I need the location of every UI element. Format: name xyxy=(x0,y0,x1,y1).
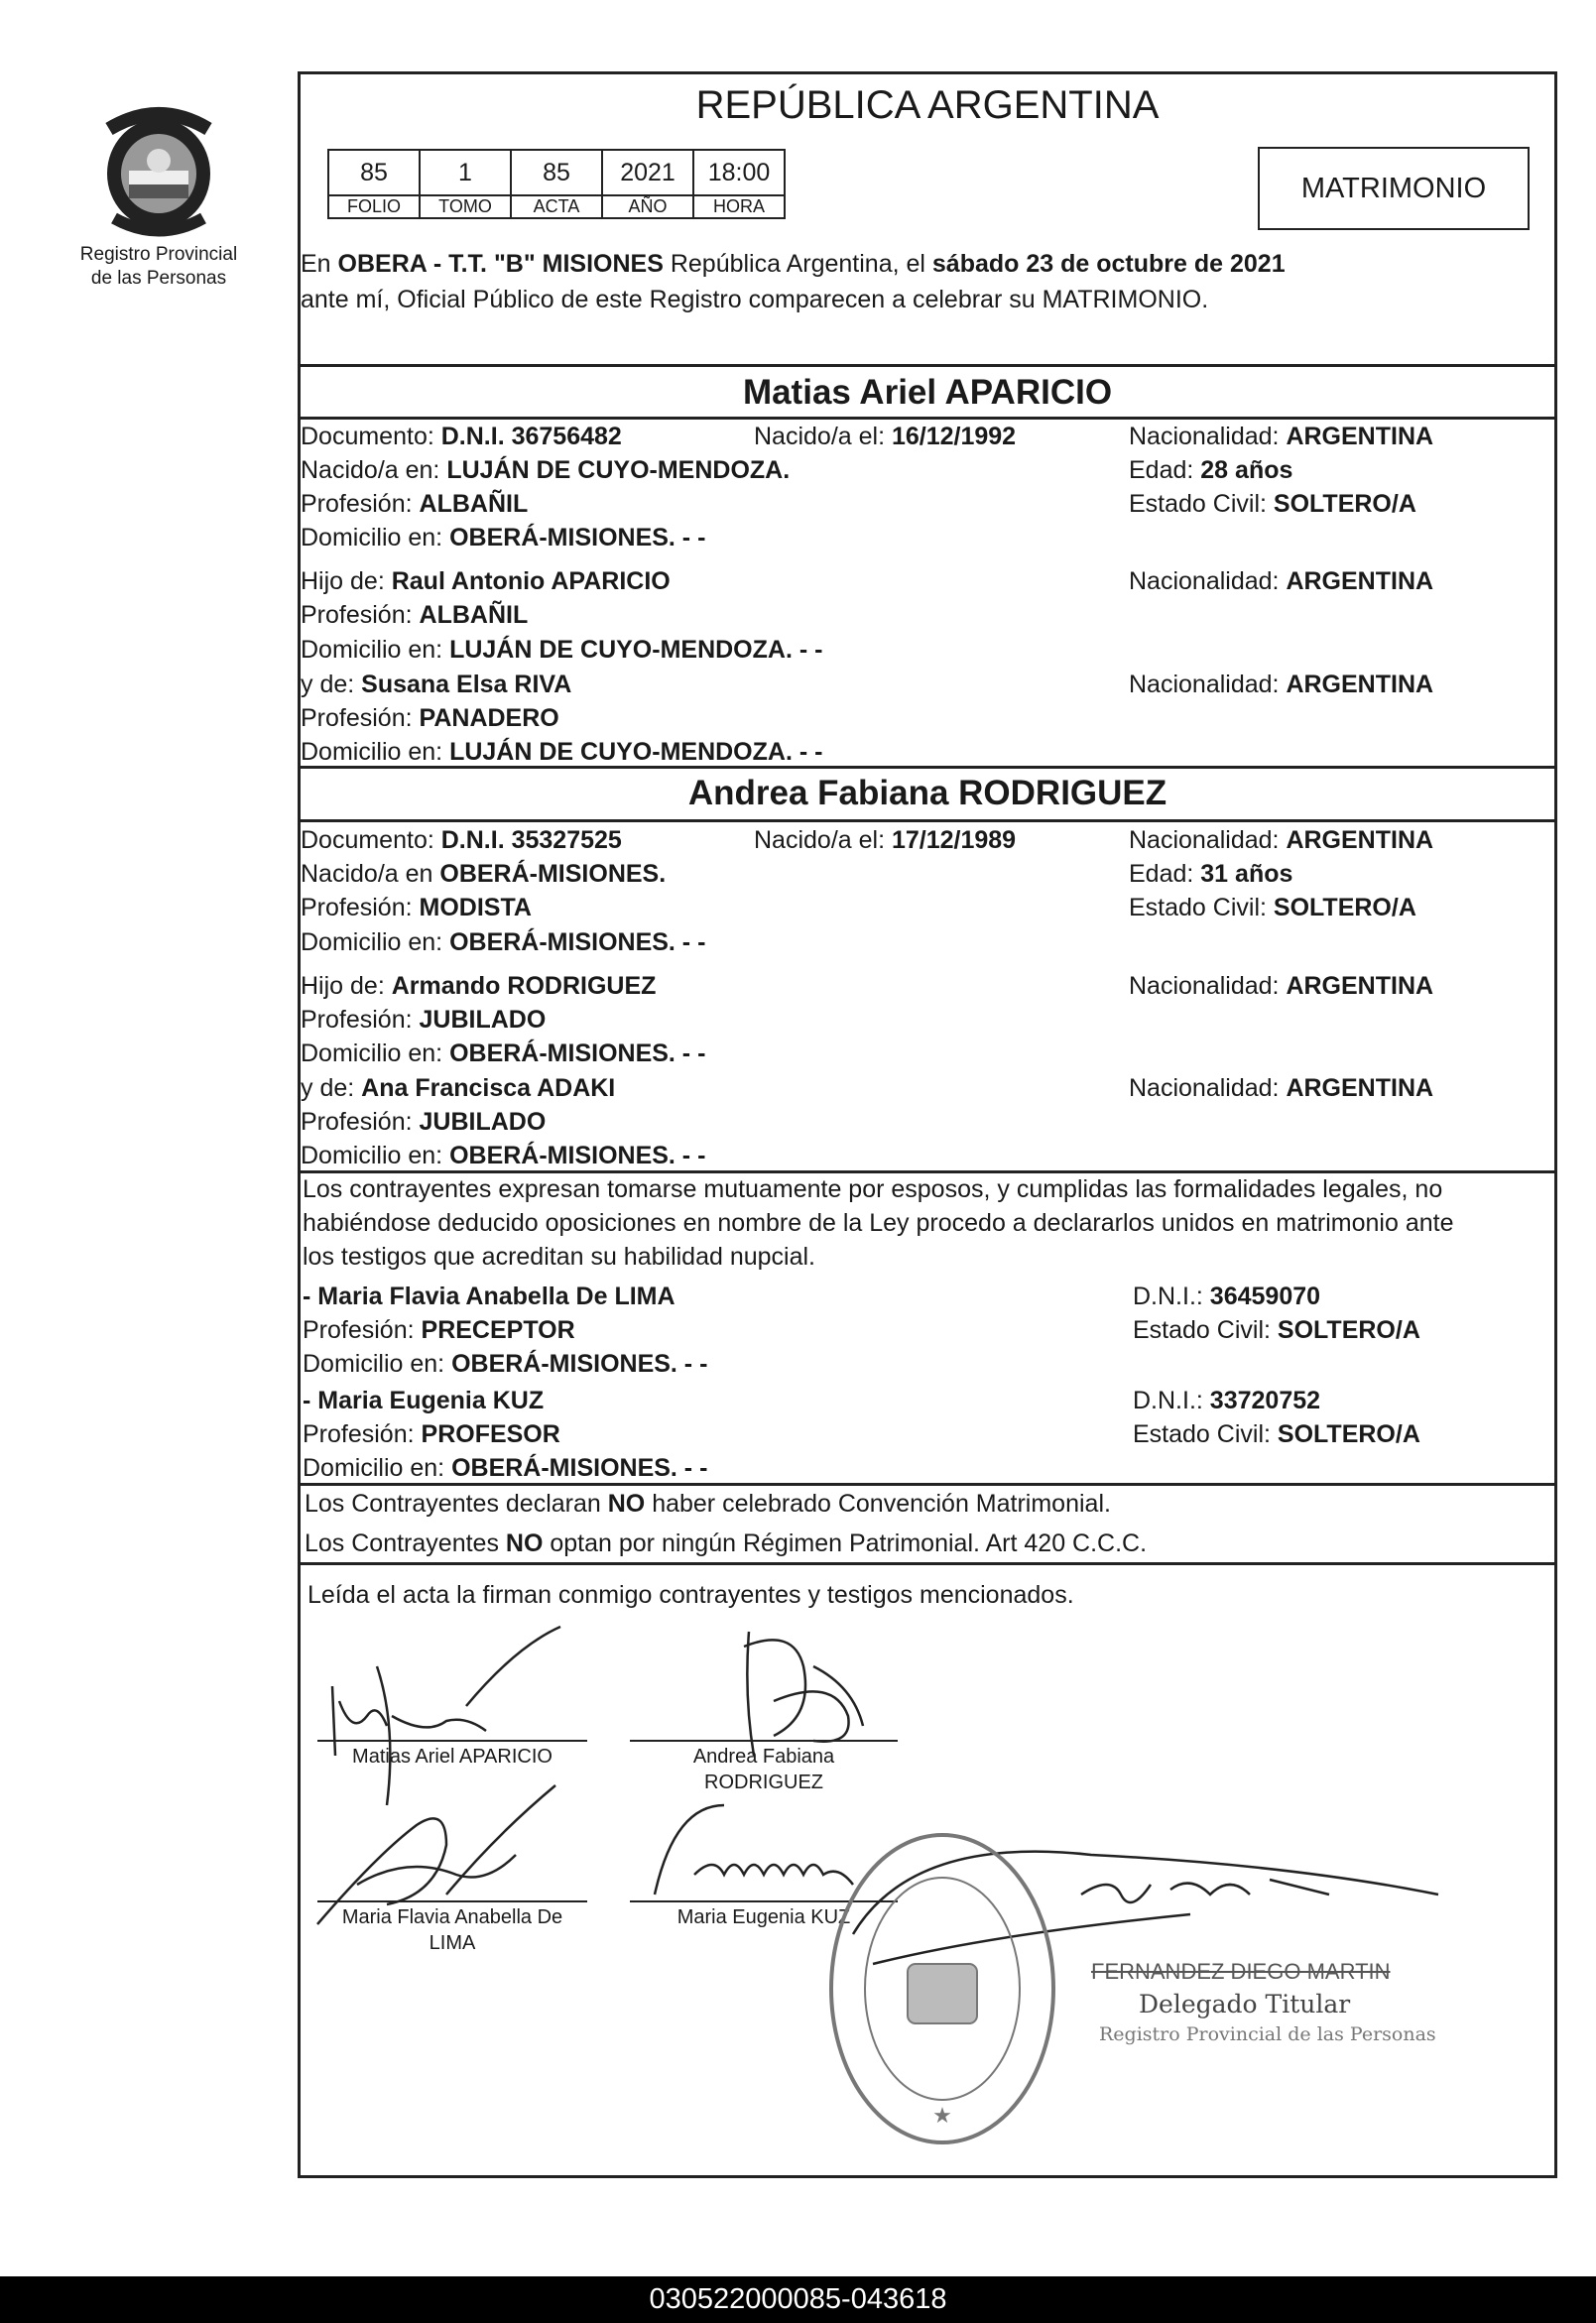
spouse2-birthplace: Nacido/a en OBERÁ-MISIONES. xyxy=(301,860,667,888)
spouse2-mother-nationality: Nacionalidad: ARGENTINA xyxy=(1129,1074,1434,1102)
signature-caption-2-line2: RODRIGUEZ xyxy=(704,1772,823,1793)
witness1-profession: Profesión: PRECEPTOR xyxy=(303,1316,575,1344)
spouse2-mother: y de: Ana Francisca ADAKI xyxy=(301,1074,616,1102)
handwritten-signature-3 xyxy=(317,1785,555,1924)
spouse1-birthplace: Nacido/a en: LUJÁN DE CUYO-MENDOZA. xyxy=(301,456,791,484)
divider xyxy=(298,1562,1557,1565)
spouse2-nationality: Nacionalidad: ARGENTINA xyxy=(1129,826,1434,854)
declaration-line1: Los contrayentes expresan tomarse mutuamente por esposos, y cumplidas las formalidades legales, no xyxy=(303,1175,1443,1203)
spouse1-civil-status: Estado Civil: SOLTERO/A xyxy=(1129,490,1416,518)
spouse2-mother-address: Domicilio en: OBERÁ-MISIONES. - - xyxy=(301,1142,706,1169)
spouse1-father-nationality: Nacionalidad: ARGENTINA xyxy=(1129,567,1434,595)
declaration-line3: los testigos que acreditan su habilidad nupcial. xyxy=(303,1243,816,1271)
witness2-dni: D.N.I.: 33720752 xyxy=(1133,1387,1321,1414)
witness1-name: - Maria Flavia Anabella De LIMA xyxy=(303,1283,675,1310)
country-title: REPÚBLICA ARGENTINA xyxy=(695,83,1160,127)
hora-label: HORA xyxy=(693,195,785,218)
folio-value: 85 xyxy=(328,150,420,195)
provincial-logo xyxy=(60,99,258,291)
spouse2-civil-status: Estado Civil: SOLTERO/A xyxy=(1129,894,1416,921)
spouse1-age: Edad: 28 años xyxy=(1129,456,1293,484)
folio-label: FOLIO xyxy=(328,195,420,218)
spouse2-father-nationality: Nacionalidad: ARGENTINA xyxy=(1129,972,1434,1000)
svg-text:★: ★ xyxy=(932,2104,952,2129)
anio-label: AÑO xyxy=(602,195,693,218)
witness1-civil-status: Estado Civil: SOLTERO/A xyxy=(1133,1316,1420,1344)
hora-value: 18:00 xyxy=(693,150,785,195)
signature-caption-3-line2: LIMA xyxy=(429,1932,476,1954)
handwritten-signature-2 xyxy=(744,1632,863,1756)
closing-statement: Leída el acta la firman conmigo contrayentes y testigos mencionados. xyxy=(307,1581,1074,1609)
logo-caption-line2: de las Personas xyxy=(90,268,227,289)
witness1-dni: D.N.I.: 36459070 xyxy=(1133,1283,1321,1310)
spouse2-profession: Profesión: MODISTA xyxy=(301,894,532,921)
declaration-line2: habiéndose deducido oposiciones en nombre de la Ley procedo a declararlos unidos en matrimonio ante xyxy=(303,1209,1454,1237)
official-organization: Registro Provincial de las Personas xyxy=(1099,2023,1436,2045)
tomo-value: 1 xyxy=(420,150,511,195)
handwritten-signature-1 xyxy=(332,1627,560,1805)
witness1-address: Domicilio en: OBERÁ-MISIONES. - - xyxy=(303,1350,708,1378)
divider xyxy=(298,1483,1557,1486)
witness2-civil-status: Estado Civil: SOLTERO/A xyxy=(1133,1420,1420,1448)
witness2-profession: Profesión: PROFESOR xyxy=(303,1420,560,1448)
official-name: FERNANDEZ DIEGO MARTIN xyxy=(1091,1959,1391,1984)
registry-round-seal xyxy=(823,1825,1061,2152)
spouse1-mother-address: Domicilio en: LUJÁN DE CUYO-MENDOZA. - - xyxy=(301,738,823,766)
record-type-box: MATRIMONIO xyxy=(1258,147,1530,230)
spouse2-father-profession: Profesión: JUBILADO xyxy=(301,1006,547,1034)
spouse2-age: Edad: 31 años xyxy=(1129,860,1293,888)
document-barcode-number: 030522000085-043618 xyxy=(0,2276,1596,2323)
spouse2-mother-profession: Profesión: JUBILADO xyxy=(301,1108,547,1136)
spouse1-mother-nationality: Nacionalidad: ARGENTINA xyxy=(1129,671,1434,698)
spouse1-father-profession: Profesión: ALBAÑIL xyxy=(301,601,529,629)
anio-value: 2021 xyxy=(602,150,693,195)
divider xyxy=(298,819,1557,822)
spouse2-address: Domicilio en: OBERÁ-MISIONES. - - xyxy=(301,928,706,956)
witness2-name: - Maria Eugenia KUZ xyxy=(303,1387,545,1414)
spouse2-father: Hijo de: Armando RODRIGUEZ xyxy=(301,972,657,1000)
acta-label: ACTA xyxy=(511,195,602,218)
spouse2-name: Andrea Fabiana RODRIGUEZ xyxy=(687,774,1167,812)
spouse2-birthdate: Nacido/a el: 17/12/1989 xyxy=(754,826,1017,854)
spouse1-name: Matias Ariel APARICIO xyxy=(742,373,1113,412)
spouse2-document: Documento: D.N.I. 35327525 xyxy=(301,826,622,854)
spouse1-birthdate: Nacido/a el: 16/12/1992 xyxy=(754,423,1017,450)
spouse1-nationality: Nacionalidad: ARGENTINA xyxy=(1129,423,1434,450)
spouse2-father-address: Domicilio en: OBERÁ-MISIONES. - - xyxy=(301,1039,706,1067)
intro-line2: ante mí, Oficial Público de este Registro comparecen a celebrar su MATRIMONIO. xyxy=(301,286,1209,313)
regime-line1: Los Contrayentes declaran NO haber celebrado Convención Matrimonial. xyxy=(305,1490,1111,1518)
divider xyxy=(298,766,1557,769)
spouse1-father-address: Domicilio en: LUJÁN DE CUYO-MENDOZA. - - xyxy=(301,636,823,664)
misiones-seal-icon xyxy=(99,99,218,238)
spouse1-address: Domicilio en: OBERÁ-MISIONES. - - xyxy=(301,524,706,551)
spouse1-profession: Profesión: ALBAÑIL xyxy=(301,490,529,518)
witness2-address: Domicilio en: OBERÁ-MISIONES. - - xyxy=(303,1454,708,1482)
regime-line2: Los Contrayentes NO optan por ningún Régimen Patrimonial. Art 420 C.C.C. xyxy=(305,1529,1148,1557)
acta-value: 85 xyxy=(511,150,602,195)
signature-caption-4: Maria Eugenia KUZ xyxy=(676,1906,851,1928)
official-title: Delegado Titular xyxy=(1139,1990,1351,2018)
intro-line1: En OBERA - T.T. "B" MISIONES República Argentina, el sábado 23 de octubre de 2021 xyxy=(301,250,1286,278)
signature-caption-1: Matias Ariel APARICIO xyxy=(352,1746,552,1768)
spouse1-father: Hijo de: Raul Antonio APARICIO xyxy=(301,567,671,595)
signature-caption-3-line1: Maria Flavia Anabella De xyxy=(341,1906,563,1928)
record-boxes xyxy=(327,149,786,219)
divider xyxy=(298,364,1557,367)
signature-caption-2-line1: Andrea Fabiana xyxy=(692,1746,835,1768)
spouse1-document: Documento: D.N.I. 36756482 xyxy=(301,423,622,450)
spouse1-mother: y de: Susana Elsa RIVA xyxy=(301,671,572,698)
spouse1-mother-profession: Profesión: PANADERO xyxy=(301,704,559,732)
logo-caption-line1: Registro Provincial xyxy=(79,244,238,265)
tomo-label: TOMO xyxy=(420,195,511,218)
